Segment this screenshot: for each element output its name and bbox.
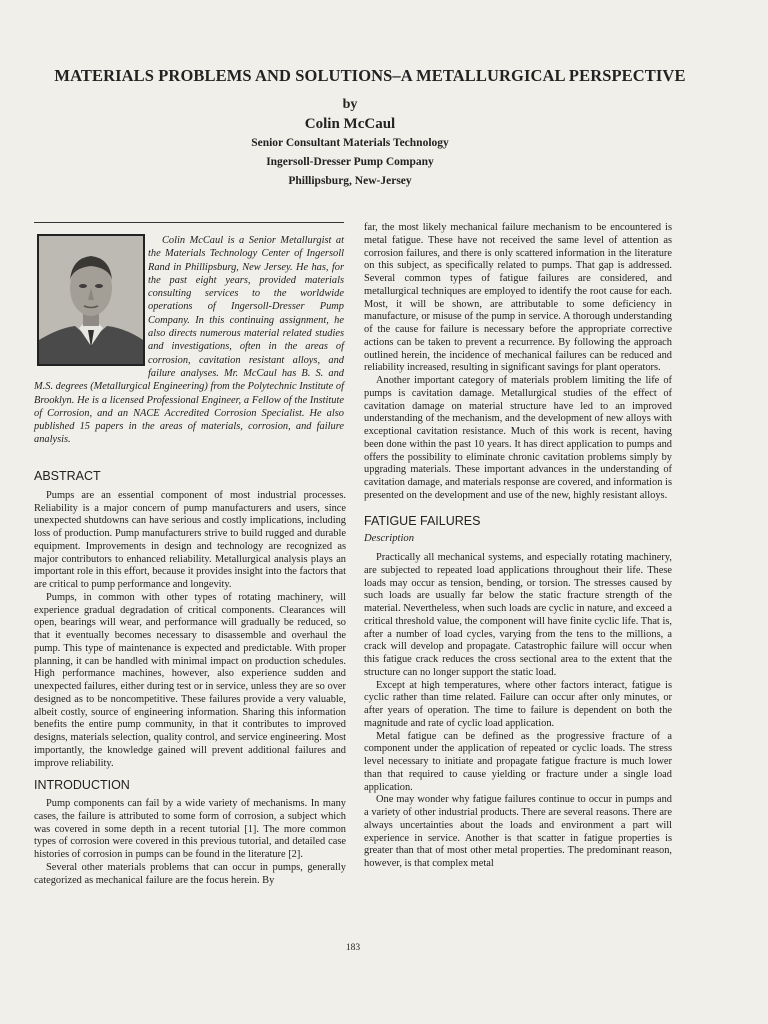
page-number: 183	[345, 943, 361, 953]
abstract-heading: ABSTRACT	[34, 469, 101, 483]
description-subheading: Description	[364, 533, 415, 545]
paper-title: MATERIALS PROBLEMS AND SOLUTIONS–A METALLURGICAL PERSPECTIVE	[54, 66, 686, 85]
author-bio	[34, 234, 344, 447]
fatigue-heading: FATIGUE FAILURES	[364, 513, 481, 528]
author-company: Ingersoll-Dresser Pump Company	[266, 156, 434, 168]
bio-text: Colin McCaul is a Senior Metallurgist at the Materials Technology Center of Ingersoll Rand in Phillipsburg, New Jersey. He has, for the past eight years, provided materials consulting services to the worldwide operations of Ingersoll-Dresser Pump Company. In this continuing assignment, he also directs numerous material related studies and investigations, often in the areas of corrosion, cavitation resistant alloys, and failure analyses. Mr. McCaul has B. S. and M.S. degrees (Metallurgical Engineering) from the Polytechnic Institute of Brooklyn. He is a licensed Professional Engineer, a Fellow of the Institute of Corrosion, and an NACE Accredited Corrosion Specialist. He also published 15 papers in the areas of materials, corrosion, and failure analysis.	[34, 235, 344, 446]
introduction-heading: INTRODUCTION	[34, 778, 130, 793]
author-name: Colin McCaul	[304, 116, 396, 132]
photo-spacer	[34, 234, 148, 368]
bio-divider	[34, 222, 344, 223]
author-location: Phillipsburg, New-Jersey	[288, 175, 412, 187]
left-column	[34, 470, 346, 888]
fatigue-paragraph: Practically all mechanical systems, and especially rotating machinery, are subjected to repeated load applications throughout their life. These loads may occur as tension, bending, or torsion. The stresses caused by such loads are usually far below the static fracture strength of the material. Nevertheless, when such loads are cyclic in nature, and exceed a critical threshold value, the component will have finite cyclic life. That is, after a number of load cycles, varying from the tens to the millions, a crack will develop and propagate. Catastrophic failure will occur when this fatigue crack reduces the cross sectional area to the extent that the structure can no longer support the static load.	[364, 552, 672, 678]
intro-continuation-text: far, the most likely mechanical failure mechanism to be encountered is metal fatigue. These have not received the same level of attention as corrosion failures, and there is only scattered information in the literature on this subject, as specifically related to pumps. That gap is addressed. Several common types of fatigue failures are considered, and metallurgical techniques are employed to identify the root cause for each. Most, it will be shown, are attributable to some deficiency in manufacture, or misuse of the pump in service. A thorough understanding of the cause for failure is necessary before the appropriate corrective actions can be taken to prevent a recurrence. By following the approach outlined herein, the incidence of mechanical failures can be reduced and reliability increased, resulting in significant savings for plant operators.	[364, 222, 672, 374]
abstract-paragraph: Pumps are an essential component of most industrial processes. Reliability is a major concern of pump manufacturers and users, since unexpected shutdowns can have serious and costly implications, including loss of production. Pump manufacturers strive to build rugged and durable equipment. Improvements in design and technology are recognized as major contributors to enhanced reliability. Metallurgical analysis plays an important role in this effort, because it provides insight into the factors that are critical to pump performance and longevity.	[34, 489, 346, 590]
right-column	[364, 222, 672, 871]
fatigue-paragraph: Except at high temperatures, where other factors interact, fatigue is cyclic rather than time related. Failure can occur after only minutes, or after years of operation. The time to failure is dependent on both the magnitude and rate of cyclic load application.	[364, 679, 672, 729]
fatigue-paragraph: Metal fatigue can be defined as the progressive fracture of a component under the application of repeated or cyclic loads. The stress level necessary to initiate and propagate fatigue fracture is much lower than that required to cause yielding or fracture under a single load application.	[364, 730, 672, 793]
introduction-paragraph-continued	[364, 222, 672, 375]
introduction-paragraph: Several other materials problems that can occur in pumps, generally categorized as mechanical failure are the focus herein. By	[34, 861, 346, 886]
introduction-paragraph: Pump components can fail by a wide variety of mechanisms. In many cases, the failure is attributed to some form of corrosion, a subject which was covered in some depth in a recent tutorial [1]. The more common types of corrosion were covered in this previous tutorial, and detailed case histories of corrosion in pumps can be found in the literature [2].	[34, 798, 346, 860]
introduction-paragraph: Another important category of materials problem limiting the life of pumps is cavitation damage. Metallurgical studies of the effect of cavitation damage on material structure have led to an improved understanding of the mechanism, and the development of new alloys with exceptional cavitation resistance. Much of this work is recent, having been done within the past 10 years. It has direct application to pumps and offers the possibility to eliminate chronic cavitation problems simply by upgrading materials. These important advances in the understanding of cavitation damage, and materials response are covered, and information is presented on the development and use of the new, highly resistant alloys.	[364, 375, 672, 501]
abstract-paragraph: Pumps, in common with other types of rotating machinery, will experience gradual degradation of critical components. Clearances will open, bearings will wear, and performance will gradually be reduced, so that it eventually becomes necessary to disassemble and overhaul the pump. This type of maintenance is expected and predictable. With proper planning, it can be handled with minimal impact on production schedules. High performance machines, however, also experience sudden and unexpected failures, either during test or in service, unless they are so over designed as to be noncompetitive. These failures provide a very valuable, albeit costly, source of engineering information. Sharing this information benefits the entire pump community, in that it contributes to improved designs, materials selection, quality control, and service engineering. Most importantly, the knowledge gained will prevent additional failures and improve reliability.	[34, 591, 346, 769]
byline	[150, 96, 550, 191]
by-label: by	[342, 97, 358, 112]
fatigue-paragraph: One may wonder why fatigue failures continue to occur in pumps and a variety of other industrial products. There are several reasons. There are always uncertainties about the loads and environment a part will experience in service. Another is that scatter in fatigue properties is greater than that of most other metal properties. The predominant reason, however, is that complex metal	[364, 794, 672, 869]
author-position: Senior Consultant Materials Technology	[251, 137, 449, 149]
